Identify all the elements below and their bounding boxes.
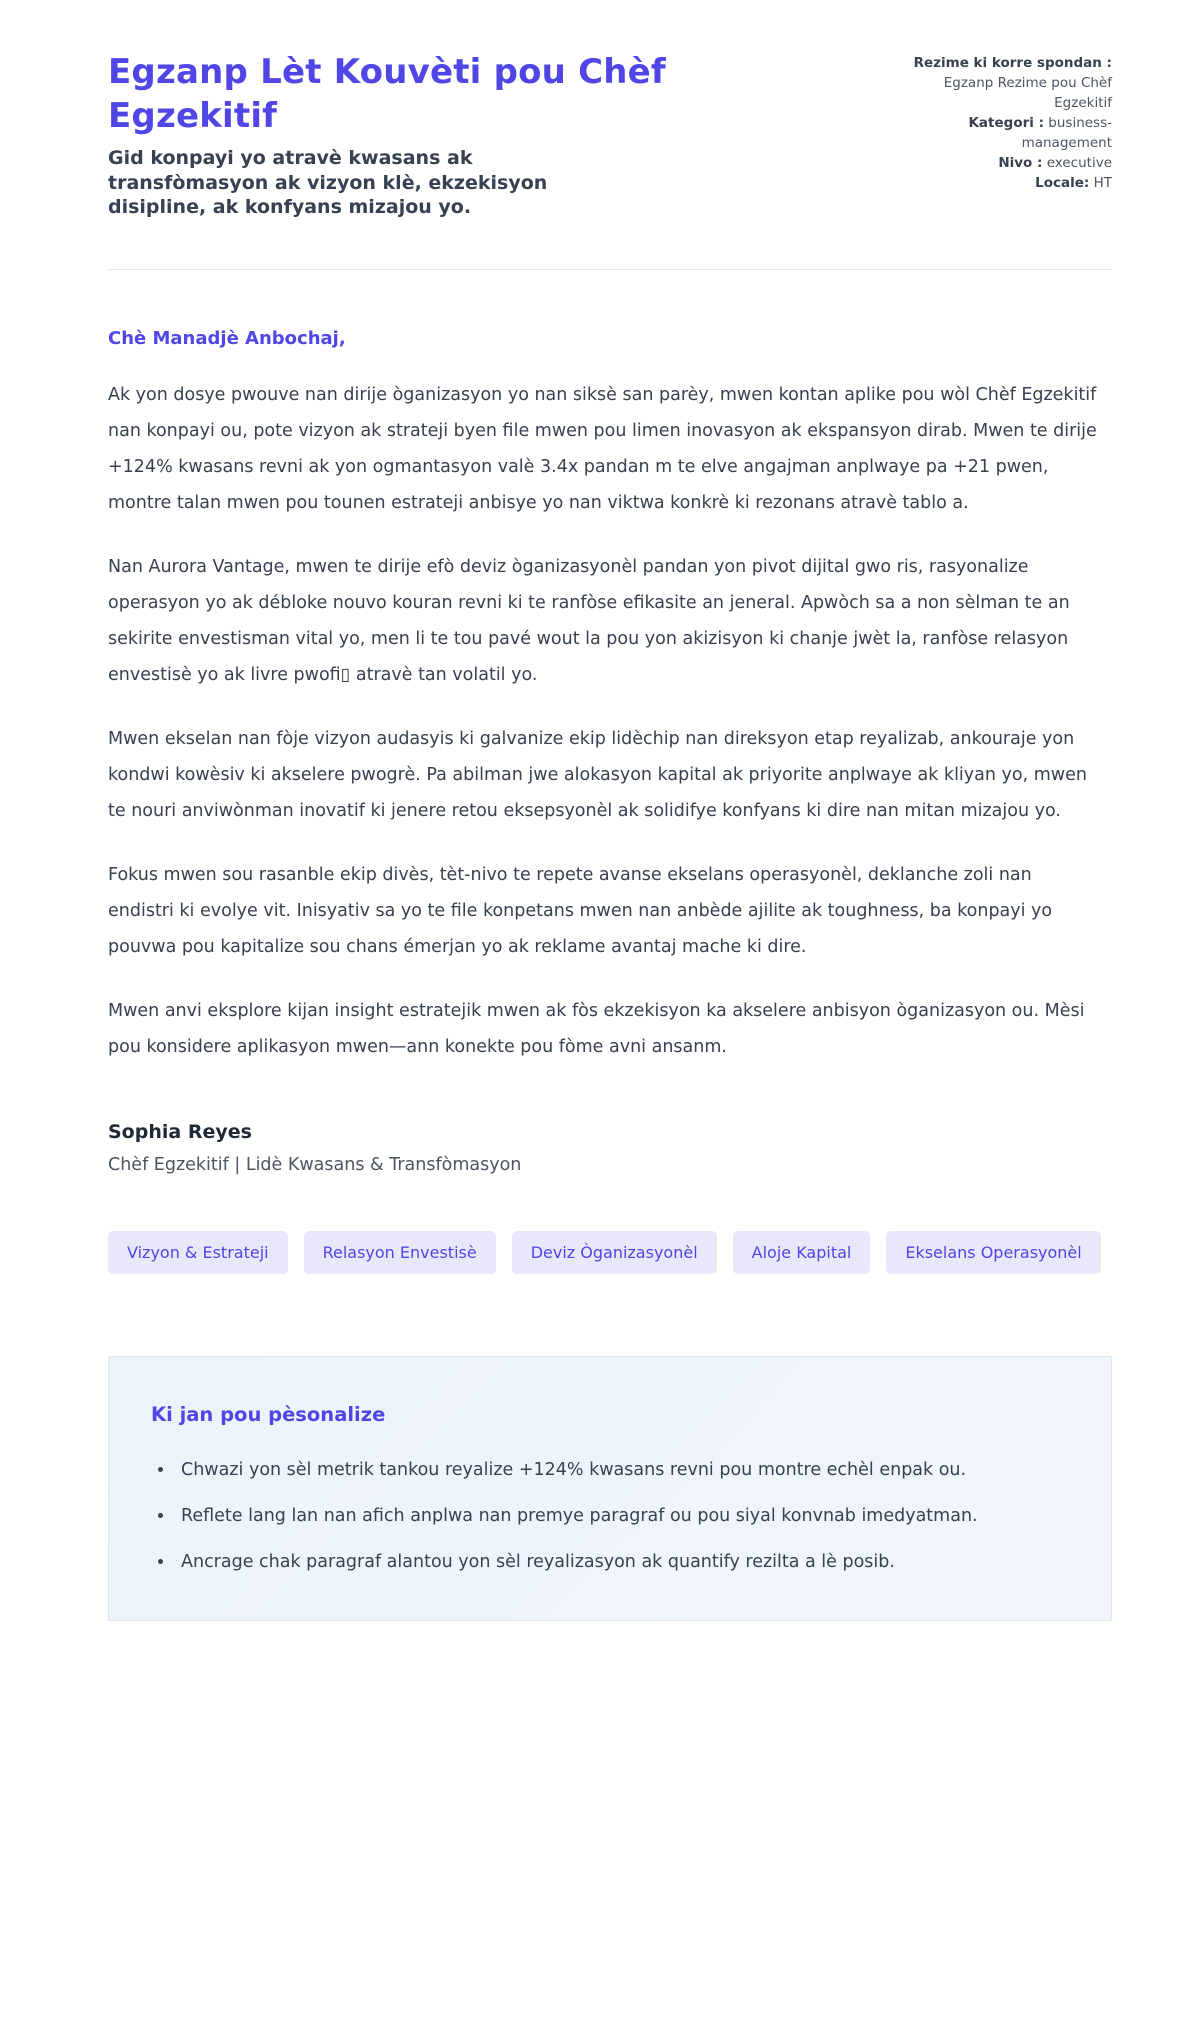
meta-matching-resume-value: Egzanp Rezime pou Chèf Egzekitif — [943, 74, 1112, 111]
tag-list — [108, 1231, 1112, 1274]
meta-locale-label: Locale: — [1035, 174, 1090, 191]
paragraph-closing: Mwen anvi eksplore kijan insight estratejik mwen ak fòs ekzekisyon ka akselere anbisyon òganizasyon ou. Mèsi pou konsidere aplikasyon mwen—ann konekte pou fòme avni ansanm. — [108, 1001, 1085, 1058]
meta-category — [894, 114, 1112, 154]
tips-heading: Ki jan pou pèsonalize — [151, 1403, 386, 1427]
paragraph-experience: Nan Aurora Vantage, mwen te dirije efò deviz òganizasyonèl pandan yon pivot dijital gwo ris, rasyonalize operasyon yo ak débloke nouvo kouran revni ki te ranfòse efikasite an jeneral. Apwòch sa a non sèlman te an sekirite envestisman vital yo, men li te tou pavé wout la pou yon akizisyon ki chanje jwèt la, ranfòse relasyon envestisè yo ak livre pwofi▯ atravè tan volatil yo. — [108, 557, 1070, 686]
header-divider — [108, 269, 1112, 270]
tag-relasyon-envestise: Relasyon Envestisè — [304, 1231, 496, 1274]
signature-name: Sophia Reyes — [108, 1121, 252, 1144]
tip-item-language: • Reflete lang lan nan afich anplwa nan premye paragraf ou pou siyal konvnab imedyatman. — [175, 1498, 1069, 1534]
paragraph-vision: Mwen ekselan nan fòje vizyon audasyis ki galvanize ekip lidèchip nan direksyon etap reyalizab, ankouraje yon kondwi kowèsiv ki akselere pwogrè. Pa abilman jwe alokasyon kapital ak priyorite anplwaye ak kliyan yo, mwen te nouri anviwònman inovatif ki jenere retou eksepsyonèl ak solidifye konfyans ki dire nan mitan mizajou yo. — [108, 729, 1087, 822]
meta-category-label: Kategori : — [968, 114, 1044, 131]
personalize-tips-box — [108, 1356, 1112, 1621]
tag-ekselans-operasyonel: Ekselans Operasyonèl — [886, 1231, 1100, 1274]
letter-body — [108, 328, 1112, 1175]
tag-aloje-kapital: Aloje Kapital — [733, 1231, 871, 1274]
tag-vizyon-estrateji: Vizyon & Estrateji — [108, 1231, 288, 1274]
meta-level — [894, 154, 1112, 174]
greeting: Chè Manadjè Anbochaj, — [108, 328, 346, 350]
meta-level-label: Nivo : — [998, 154, 1043, 171]
meta-level-value: executive — [1046, 154, 1112, 171]
meta-matching-resume — [894, 54, 1112, 114]
meta-matching-resume-label: Rezime ki korre spondan : — [913, 55, 1112, 71]
tips-list — [151, 1452, 1069, 1580]
meta-category-value: business-management — [1021, 114, 1112, 151]
meta-locale-value: HT — [1093, 174, 1112, 191]
tag-deviz-oganizasyonel: Deviz Òganizasyonèl — [512, 1231, 717, 1274]
paragraph-intro: Ak yon dosye pwouve nan dirije òganizasyon yo nan siksè san parèy, mwen kontan aplike pou wòl Chèf Egzekitif nan konpayi ou, pote vizyon ak strateji byen file mwen pou limen inovasyon ak ekspansyon dirab. Mwen te dirije +124% kwasans revni ak yon ogmantasyon valè 3.4x pandan m te elve angajman anplwaye pa +21 pwen, montre talan mwen pou tounen estrateji anbisye yo nan viktwa konkrè ki rezonans atravè tablo a. — [108, 385, 1097, 514]
page-title: Egzanp Lèt Kouvèti pou Chèf Egzekitif — [108, 52, 666, 137]
tip-item-anchor: • Ancrage chak paragraf alantou yon sèl reyalizasyon ak quantify rezilta a lè posib. — [175, 1544, 1069, 1580]
page-subtitle: Gid konpayi yo atravè kwasans ak transfòmasyon ak vizyon klè, ekzekisyon disipline, ak konfyans mizajou yo. — [108, 147, 548, 218]
tip-item-metric: • Chwazi yon sèl metrik tankou reyalize +124% kwasans revni pou montre echèl enpak ou. — [175, 1452, 1069, 1488]
meta-locale — [894, 174, 1112, 194]
meta-panel — [894, 50, 1112, 194]
header-title-block — [108, 50, 894, 219]
page-header — [108, 50, 1112, 219]
paragraph-teams: Fokus mwen sou rasanble ekip divès, tèt-nivo te repete avanse ekselans operasyonèl, deklanche zoli nan endistri ki evolye vit. Inisyativ sa yo te file konpetans mwen nan anbède ajilite ak toughness, ba konpayi yo pouvwa pou kapitalize sou chans émerjan yo ak reklame avantaj mache ki dire. — [108, 865, 1053, 958]
signature-role: Chèf Egzekitif | Lidè Kwasans & Transfòmasyon — [108, 1155, 522, 1176]
